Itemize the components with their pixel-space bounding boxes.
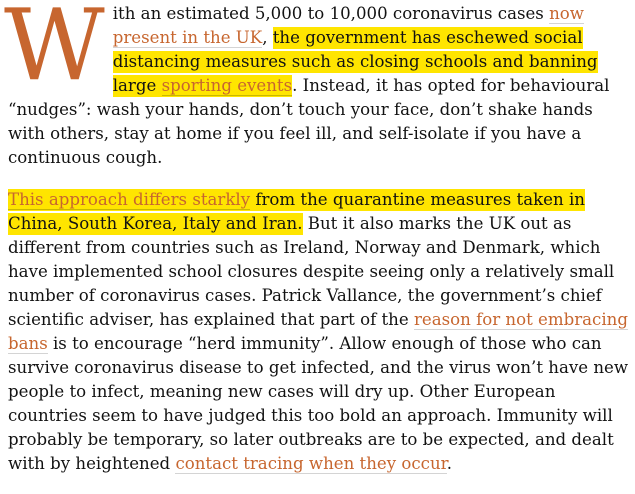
paragraph-1 bbox=[4, 0, 629, 170]
drop-cap: W bbox=[4, 0, 105, 103]
text-segment: is to encourage “herd immunity”. Allow enough of those who can survive coronavirus disease to get infected, and the virus won’t have new people to infect, meaning new cases will dry up. Other European countries seem to have judged this too bold an approach. Immunity will probably be temporary, so later outbreaks are to be expected, and dealt with by heightened bbox=[8, 334, 629, 473]
text-segment: , bbox=[262, 28, 273, 47]
article-body bbox=[4, 0, 629, 494]
highlight-text: from the quarantine measures taken in China, South Korea, Italy and Iran. bbox=[8, 190, 585, 233]
text-segment: . Instead, it has opted for behavioural “nudges”: wash your hands, don’t touch your face, don’t shake hands with others, stay at home if you feel ill, and self-isolate if you have a continuous cough. bbox=[8, 76, 610, 167]
link-contact-tracing[interactable]: contact tracing when they occur bbox=[175, 454, 447, 473]
paragraph-2 bbox=[8, 188, 629, 476]
text-segment: ith an estimated 5,000 to 10,000 coronavirus cases bbox=[112, 4, 550, 23]
link-now-present-in-uk[interactable]: now present in the UK bbox=[112, 4, 584, 47]
highlight-text: the government has eschewed social distancing measures such as closing schools and banning large bbox=[112, 28, 598, 95]
text-segment: But it also marks the UK out as different from countries such as Ireland, Norway and Denmark, which have implemented school closures despite seeing only a relatively small number of coronavirus cases. Patrick Vallance, the government’s chief scientific adviser, has explained that part of the bbox=[8, 214, 615, 329]
link-sporting-events[interactable]: sporting events bbox=[161, 76, 293, 95]
text-segment: . bbox=[446, 454, 453, 473]
link-approach-differs[interactable]: This approach differs starkly bbox=[8, 190, 251, 209]
link-reason-for-not-embracing-bans[interactable]: reason for not embracing bans bbox=[8, 310, 628, 353]
